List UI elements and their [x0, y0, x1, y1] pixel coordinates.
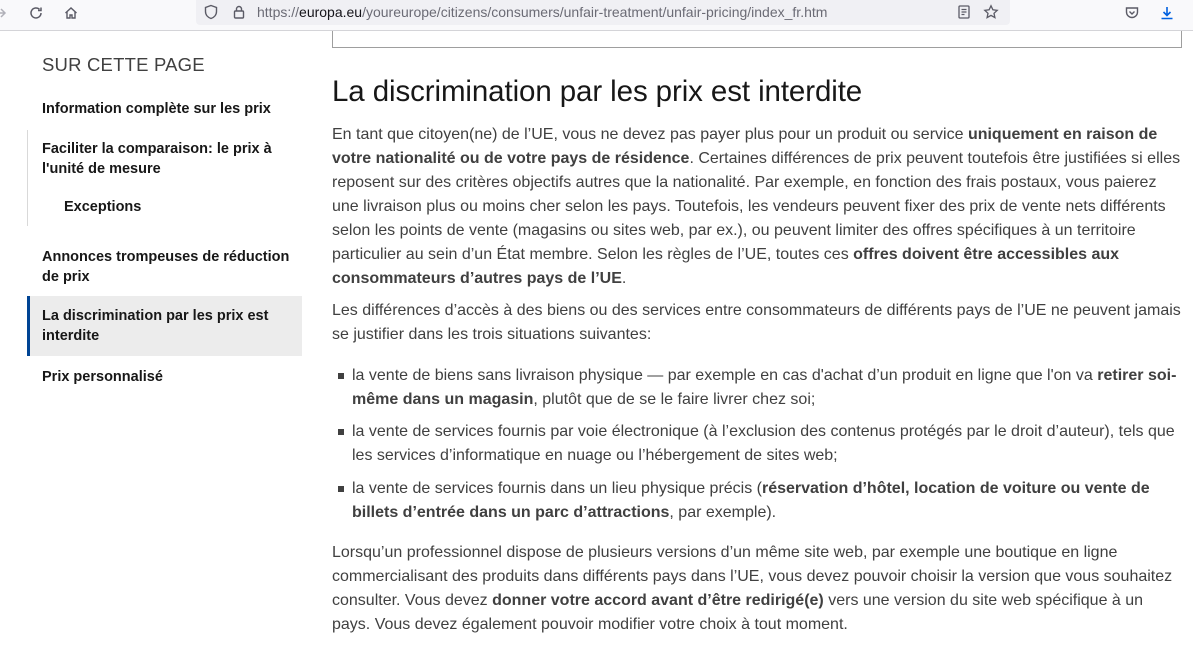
list-item: la vente de services fournis par voie électronique (à l’exclusion des contenus protégés par le droit d’auteur), tels que les services d’informatique en nuage ou l’hébergement de sites web;: [332, 420, 1184, 468]
reload-icon[interactable]: [23, 0, 49, 25]
sidebar-item-discrimination-active[interactable]: La discrimination par les prix est interdite: [27, 296, 302, 356]
bookmark-star-icon[interactable]: [982, 3, 1000, 21]
lock-icon[interactable]: [230, 3, 248, 21]
reader-view-icon[interactable]: [955, 3, 973, 21]
previous-box-bottom: [332, 31, 1182, 48]
shield-icon[interactable]: [202, 3, 220, 21]
sidebar-item-faciliter-comparaison[interactable]: Faciliter la comparaison: le prix à l'unité de mesure: [42, 141, 272, 177]
pocket-icon[interactable]: [1119, 0, 1145, 25]
active-item-marker: [27, 296, 30, 356]
list-item: la vente de services fournis dans un lieu physique précis (réservation d’hôtel, location de voiture ou vente de billets d’entrée dans un parc d’attractions, par exemple).: [332, 477, 1184, 525]
bullet-square-icon: [338, 486, 344, 492]
sidebar-item-prix-personnalise[interactable]: Prix personnalisé: [42, 369, 163, 385]
paragraph-redirect: Lorsqu’un professionnel dispose de plusieurs versions d’un même site web, par exemple une boutique en ligne commercialisant des produits dans différents pays dans l’UE, vous devez pouvoir choisir la version que vous souhaitez consulter. Vous devez donner votre accord avant d’être redirigé(e) vers une version du site web spécifique à un pays. Vous devez également pouvoir modifier votre choix à tout moment.: [332, 544, 1173, 633]
paragraph-situations: Les différences d’accès à des biens ou des services entre consommateurs de différents pays de l’UE ne peuvent jamais se justifier dans les trois situations suivantes:: [332, 302, 1181, 343]
sidebar-item-annonces-trompeuses[interactable]: Annonces trompeuses de réduction de prix: [42, 249, 290, 285]
sidebar-item-exceptions[interactable]: Exceptions: [64, 199, 142, 215]
forward-icon[interactable]: [0, 0, 14, 25]
paragraph-intro: En tant que citoyen(ne) de l’UE, vous ne devez pas payer plus pour un produit ou service uniquement en raison de votre nationalité ou de votre pays de résidence. Certaines différences de prix peuvent toutefois être justifiées si elles reposent sur des critères objectifs autres que la nationalité. Par exemple, en fonction des frais postaux, vous paierez une livraison plus ou moins cher selon les pays. Toutefois, les vendeurs peuvent fixer des prix de vente nets différents selon les points de vente (magasins ou sites web, par ex.), ou peuvent limiter des offres spécifiques à un territoire particulier au sein d’un État membre. Selon les règles de l’UE, toutes ces offres doivent être accessibles aux consommateurs d’autres pays de l’UE.: [332, 126, 1181, 287]
sidebar-item-information-complete[interactable]: Information complète sur les prix: [42, 101, 271, 117]
bullet-square-icon: [338, 429, 344, 435]
bold-consent: donner votre accord avant d’être redirigé(e): [492, 592, 824, 609]
url-text[interactable]: https://europa.eu/youreurope/citizens/consumers/unfair-treatment/unfair-pricing/index_fr.htm: [257, 4, 828, 20]
bold-nationality: uniquement en raison de votre nationalité ou de votre pays de résidence: [332, 126, 1158, 167]
sidebar-title: SUR CETTE PAGE: [42, 54, 205, 75]
browser-toolbar: [0, 0, 1193, 31]
list-item: la vente de biens sans livraison physique — par exemple en cas d'achat d’un produit en ligne que l'on va retirer soi-même dans un magasin, plutôt que de se le faire livrer chez soi;: [332, 364, 1184, 412]
address-bar[interactable]: [196, 0, 1010, 25]
home-icon[interactable]: [58, 0, 84, 25]
bold-offers: offres doivent être accessibles aux consommateurs d’autres pays de l’UE: [332, 246, 1120, 287]
section-heading: La discrimination par les prix est interdite: [332, 75, 863, 108]
download-icon[interactable]: [1154, 0, 1180, 25]
bullet-square-icon: [338, 373, 344, 379]
